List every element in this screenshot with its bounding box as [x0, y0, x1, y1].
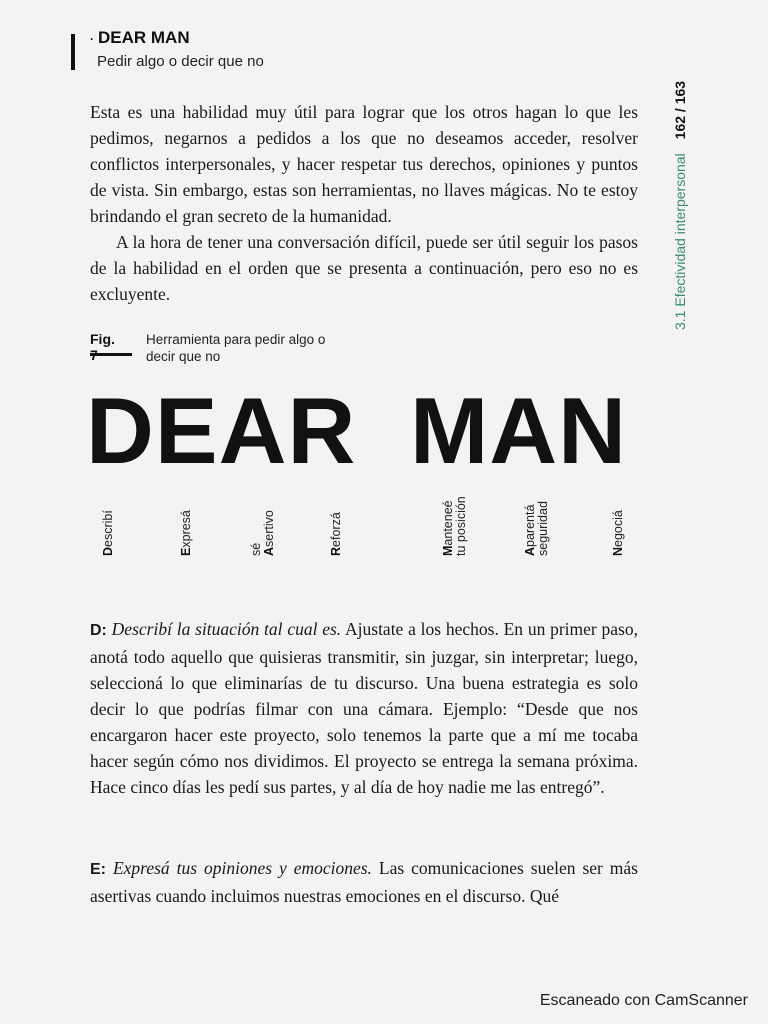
acronym-letter-e: Expresá [179, 510, 193, 556]
acronym-letter-a1: sé Asertivo [249, 510, 276, 556]
section-marker-bar [71, 34, 75, 70]
acronym-word-man: MAN [410, 378, 628, 483]
intro-paragraph-2: A la hora de tener una conversación difícil, puede ser útil seguir los pasos de la habilidad en el orden que se presenta a continuación, pero eso no es excluyente. [90, 232, 638, 304]
section-title-text: DEAR MAN [98, 28, 190, 47]
item-e-paragraph [90, 855, 638, 909]
page-numbers: 162 / 163 [672, 80, 688, 140]
item-d-text: Ajustate a los hechos. En un primer paso, anotá todo aquello que quisieras transmitir, sin juzgar, sin interpretar; luego, seleccioná lo que eliminarías de tu discurso. Una buena estrategia es solo decir lo que podrías filmar con una cámara. Ejemplo: “Desde que nos encargaron hacer este proyecto, solo tenemos la parte que a mí me tocaba hacer según cómo nos dividimos. El proyecto se entrega la semana próxima. Hace cinco días les pedí sus partes, y al día de hoy nadie me las entregó”. [90, 619, 638, 797]
figure-label-underline [90, 353, 132, 356]
item-d-title: Describí la situación tal cual es. [111, 619, 342, 639]
acronym-letter-m: Manteneé tu posición [441, 496, 468, 556]
acronym-letter-a2: Aparentá seguridad [523, 501, 550, 556]
item-e-title: Expresá tus opiniones y emociones. [112, 858, 372, 878]
figure-caption: Herramienta para pedir algo o decir que no [146, 332, 326, 364]
intro-text [90, 99, 638, 307]
item-e-text: Las comunicaciones suelen ser más asertivas cuando incluimos nuestras emociones en el discurso. Qué [90, 858, 638, 906]
figure-label: Fig. [90, 331, 115, 347]
acronym-letter-d: Describí [101, 510, 115, 556]
section-subtitle: Pedir algo o decir que no [97, 53, 264, 70]
scanner-watermark: Escaneado con CamScanner [539, 992, 748, 1009]
side-section-name: 3.1 Efectividad interpersonal [672, 153, 688, 330]
item-d-label: D: [90, 622, 107, 639]
acronym-letter-n: Negociá [611, 510, 625, 556]
acronym-letter-r: Reforzá [329, 512, 343, 556]
section-title: · DEAR MAN [90, 28, 190, 47]
side-running-header [672, 81, 688, 330]
item-d-paragraph [90, 616, 638, 800]
item-e-label: E: [90, 861, 106, 878]
acronym-word-dear: DEAR [86, 378, 357, 483]
intro-paragraph-1: Esta es una habilidad muy útil para lograr que los otros hagan lo que les pedimos, negarnos a pedidos a los que no deseamos acceder, resolver conflictos interpersonales, y hacer respetar tus derechos, opiniones y puntos de vista. Sin embargo, estas son herramientas, no llaves mágicas. No te estoy brindando el gran secreto de la humanidad. [90, 102, 638, 226]
